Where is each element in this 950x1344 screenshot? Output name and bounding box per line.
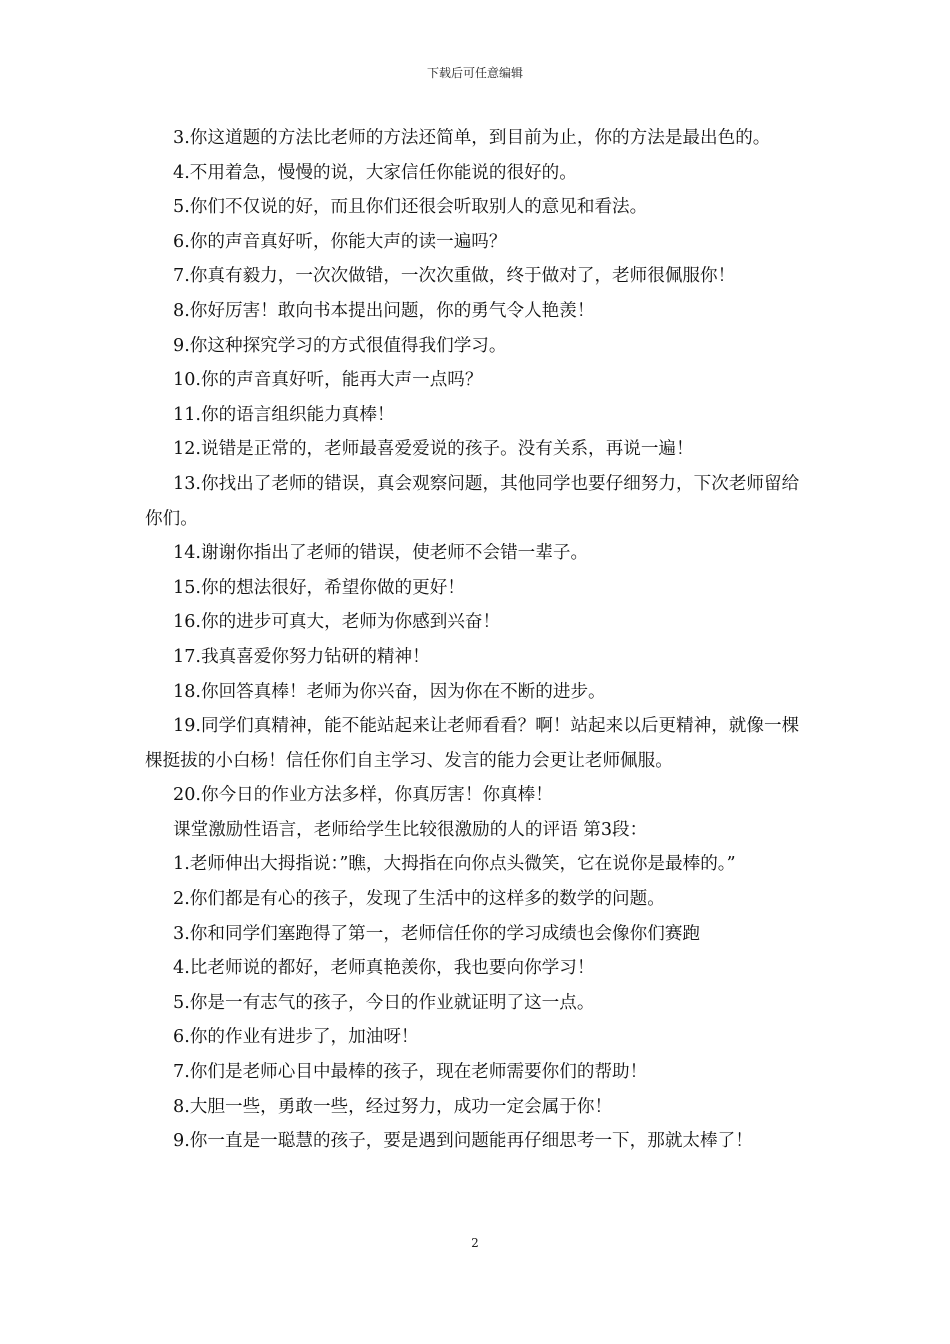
body-text xyxy=(145,121,811,1159)
paragraph: 9.你一直是一聪慧的孩子，要是遇到问题能再仔细思考一下，那就太棒了！ xyxy=(173,1131,753,1152)
paragraph: 1.老师伸出大拇指说：”瞧，大拇指在向你点头微笑，它在说你是最棒的。” xyxy=(173,854,736,875)
paragraph: 10.你的声音真好听，能再大声一点吗？ xyxy=(173,370,483,391)
paragraph: 5.你是一有志气的孩子，今日的作业就证明了这一点。 xyxy=(173,992,595,1013)
page-header: 下载后可任意编辑 xyxy=(426,66,523,80)
paragraph: 15.你的想法很好，希望你做的更好！ xyxy=(173,577,465,598)
paragraph: 18.你回答真棒！老师为你兴奋，因为你在不断的进步。 xyxy=(173,681,606,702)
paragraph: 8.你好厉害！敢向书本提出问题，你的勇气令人艳羡！ xyxy=(173,300,595,321)
paragraph: 2.你们都是有心的孩子，发现了生活中的这样多的数学的问题。 xyxy=(173,889,665,910)
paragraph: 7.你真有毅力，一次次做错，一次次重做，终于做对了，老师很佩服你！ xyxy=(173,266,736,287)
paragraph: 5.你们不仅说的好，而且你们还很会听取别人的意见和看法。 xyxy=(173,197,648,218)
paragraph: 4.不用着急，慢慢的说，大家信任你能说的很好的。 xyxy=(173,162,577,183)
paragraph: 20.你今日的作业方法多样，你真厉害！你真棒！ xyxy=(173,785,553,806)
page-number: 2 xyxy=(471,1236,479,1250)
paragraph: 6.你的作业有进步了，加油呀！ xyxy=(173,1027,419,1048)
paragraph: 14.谢谢你指出了老师的错误，使老师不会错一辈子。 xyxy=(173,543,589,564)
paragraph: 13.你找出了老师的错误，真会观察问题，其他同学也要仔细努力，下次老师留给你们。 xyxy=(145,473,800,529)
paragraph: 12.说错是正常的，老师最喜爱爱说的孩子。没有关系，再说一遍！ xyxy=(173,439,694,460)
paragraph: 11.你的语言组织能力真棒！ xyxy=(173,404,395,425)
paragraph: 8.大胆一些，勇敢一些，经过努力，成功一定会属于你！ xyxy=(173,1096,613,1117)
paragraph: 19.同学们真精神，能不能站起来让老师看看？啊！站起来以后更精神，就像一棵棵挺拔的小白杨！信任你们自主学习、发言的能力会更让老师佩服。 xyxy=(145,716,800,771)
paragraph: 3.你这道题的方法比老师的方法还简单，到目前为止，你的方法是最出色的。 xyxy=(173,128,771,148)
section-heading: 课堂激励性语言，老师给学生比较很激励的人的评语 第3段： xyxy=(173,819,648,840)
paragraph: 3.你和同学们塞跑得了第一，老师信任你的学习成绩也会像你们赛跑 xyxy=(173,923,701,944)
paragraph: 16.你的进步可真大，老师为你感到兴奋！ xyxy=(173,612,501,633)
paragraph: 7.你们是老师心目中最棒的孩子，现在老师需要你们的帮助！ xyxy=(173,1062,648,1083)
paragraph: 4.比老师说的都好，老师真艳羡你，我也要向你学习！ xyxy=(173,958,595,979)
paragraph: 17.我真喜爱你努力钻研的精神！ xyxy=(173,646,430,667)
paragraph: 6.你的声音真好听，你能大声的读一遍吗？ xyxy=(173,231,507,252)
paragraph: 9.你这种探究学习的方式很值得我们学习。 xyxy=(173,335,507,356)
